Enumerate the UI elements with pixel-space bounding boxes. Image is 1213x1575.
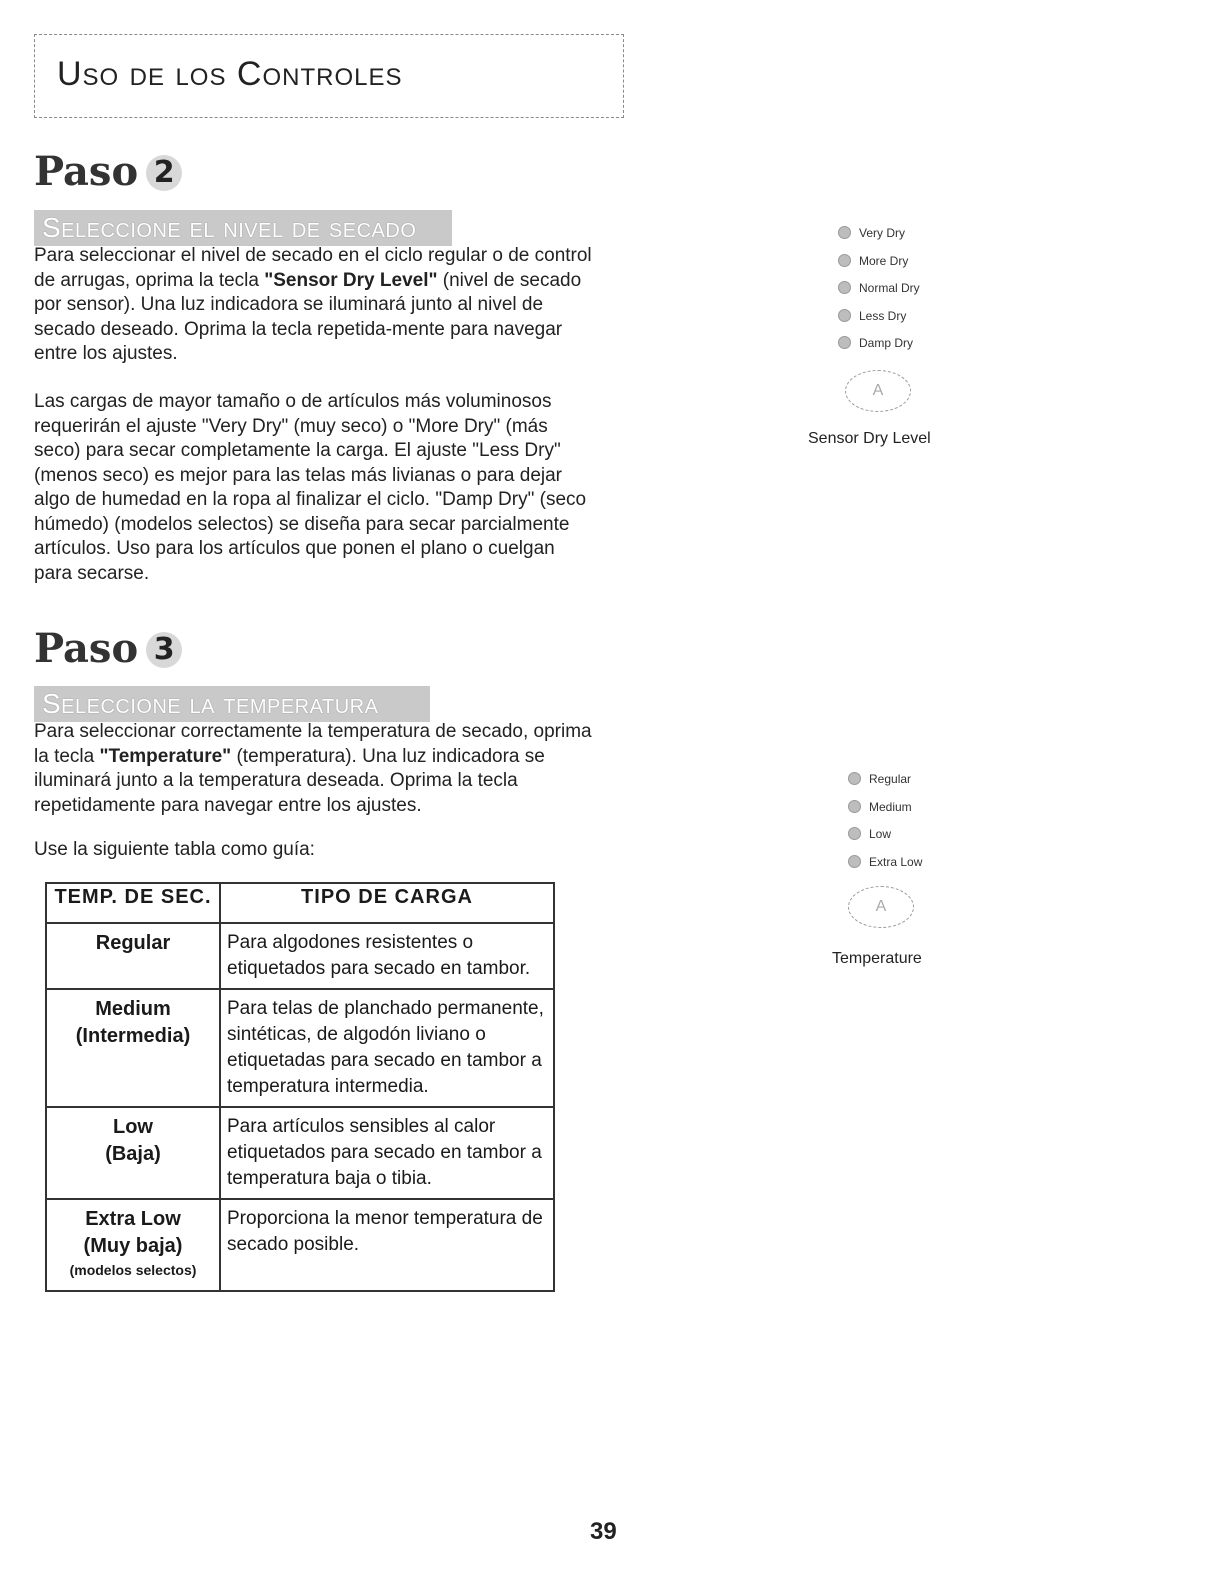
step-3-paragraph-1	[34, 720, 594, 818]
temperature-key: "Temperature"	[99, 745, 232, 767]
temperature-option	[848, 798, 922, 826]
dry-level-option	[838, 279, 920, 307]
dry-level-option-label: Damp Dry	[859, 336, 914, 350]
temp-name: Extra Low	[85, 1208, 181, 1230]
step-2-heading	[34, 148, 182, 195]
temp-name: Regular	[95, 932, 171, 954]
indicator-light-icon	[848, 855, 861, 868]
indicator-light-icon	[838, 226, 851, 239]
temp-cell	[46, 989, 220, 1107]
indicator-light-icon	[848, 772, 861, 785]
table-row	[46, 1199, 554, 1291]
indicator-light-icon	[838, 254, 851, 267]
temperature-label: Temperature	[832, 950, 922, 967]
section-title: Uso de los Controles	[57, 55, 403, 93]
sensor-dry-level-button-icon: A	[845, 370, 911, 412]
step-2-paragraph-2: Las cargas de mayor tamaño o de artículos más voluminosos requerirán el ajuste "Very Dry" (muy seco) o "More Dry" (más seco) para secar completamente la carga. El ajuste "Less Dry" (menos seco) es mejor para las telas más livianas o para dejar algo de humedad en la ropa al finalizar el ciclo. "Damp Dry" (seco húmedo) (modelos selectos) se diseña para secar parcialmente artículos. Uso para los artículos que ponen el plano o cuelgan para secarse.	[34, 391, 587, 584]
table-row	[46, 989, 554, 1107]
section-header-box	[34, 34, 624, 118]
step-3-number: 3	[146, 632, 182, 668]
table-header-row	[46, 883, 554, 923]
temp-name: Low	[113, 1116, 153, 1138]
temp-cell	[46, 923, 220, 989]
step-3-heading	[34, 625, 182, 672]
step-2-paragraph-1	[34, 244, 594, 367]
step-3-paragraph-2: Use la siguiente tabla como guía:	[34, 839, 315, 860]
temp-cell	[46, 1107, 220, 1199]
dry-level-option-label: Normal Dry	[859, 281, 920, 295]
temp-note: (modelos selectos)	[69, 1262, 197, 1278]
dry-level-option	[838, 252, 920, 280]
table-row	[46, 1107, 554, 1199]
temperature-option	[848, 853, 922, 881]
load-cell: Para telas de planchado permanente, sintéticas, de algodón liviano o etiquetadas para secado en tambor a temperatura intermedia.	[220, 989, 554, 1107]
load-cell: Para artículos sensibles al calor etiquetados para secado en tambor a temperatura baja o tibia.	[220, 1107, 554, 1199]
step-3-label: Paso	[34, 625, 139, 672]
column-header-load: TIPO DE CARGA	[220, 883, 554, 923]
dry-level-option-label: Very Dry	[859, 226, 906, 240]
step-2-p1-text-a: Para seleccionar el nivel de secado en el ciclo regular o de control de arrugas, oprima la tecla	[34, 245, 592, 291]
dry-level-option	[838, 224, 920, 252]
table-row	[46, 923, 554, 989]
dry-level-indicators	[838, 224, 920, 362]
indicator-light-icon	[838, 309, 851, 322]
step-3-p1-text-a: Para seleccionar correctamente la temperatura de secado, oprima la tecla	[34, 721, 592, 767]
page-number: 39	[590, 1518, 617, 1545]
indicator-light-icon	[838, 336, 851, 349]
dry-level-option-label: More Dry	[859, 253, 909, 268]
temperature-option-label: Low	[869, 827, 892, 841]
temp-cell	[46, 1199, 220, 1291]
load-cell: Para algodones resistentes o etiquetados para secado en tambor.	[220, 923, 554, 989]
temp-name-spanish: (Muy baja)	[83, 1235, 183, 1257]
sensor-dry-level-label: Sensor Dry Level	[808, 430, 931, 447]
indicator-light-icon	[838, 281, 851, 294]
indicator-light-icon	[848, 827, 861, 840]
load-cell: Proporciona la menor temperatura de secado posible.	[220, 1199, 554, 1291]
temperature-option-label: Regular	[869, 772, 912, 786]
dry-level-option	[838, 307, 920, 335]
temperature-option-label: Medium	[869, 799, 912, 814]
temperature-option	[848, 825, 922, 853]
temperature-indicators	[848, 770, 922, 880]
sensor-dry-level-key: "Sensor Dry Level"	[264, 269, 438, 291]
temperature-guide-table	[45, 882, 555, 1292]
temperature-option	[848, 770, 922, 798]
step-2-p1-text-b: (nivel de secado por sensor). Una luz indicadora se iluminará junto al nivel de secado deseado. Oprima la tecla repetida-mente para navegar entre los ajustes.	[34, 269, 582, 364]
column-header-temp: TEMP. DE SEC.	[46, 883, 220, 923]
step-2-banner: Seleccione el nivel de secado	[34, 210, 452, 246]
indicator-light-icon	[848, 800, 861, 813]
temp-name: Medium	[95, 998, 171, 1020]
step-3-p1-text-b: (temperatura). Una luz indicadora se iluminará junto a la temperatura deseada. Oprima la tecla repetidamente para navegar entre los ajustes.	[34, 745, 545, 816]
temperature-option-label: Extra Low	[869, 854, 923, 869]
step-2-number: 2	[146, 155, 182, 191]
dry-level-option-label: Less Dry	[859, 308, 907, 323]
dry-level-option	[838, 334, 920, 362]
temp-name-spanish: (Baja)	[105, 1143, 161, 1165]
temp-name-spanish: (Intermedia)	[75, 1025, 191, 1047]
temperature-button-icon: A	[848, 886, 914, 928]
step-3-banner: Seleccione la temperatura	[34, 686, 430, 722]
step-2-label: Paso	[34, 148, 139, 195]
